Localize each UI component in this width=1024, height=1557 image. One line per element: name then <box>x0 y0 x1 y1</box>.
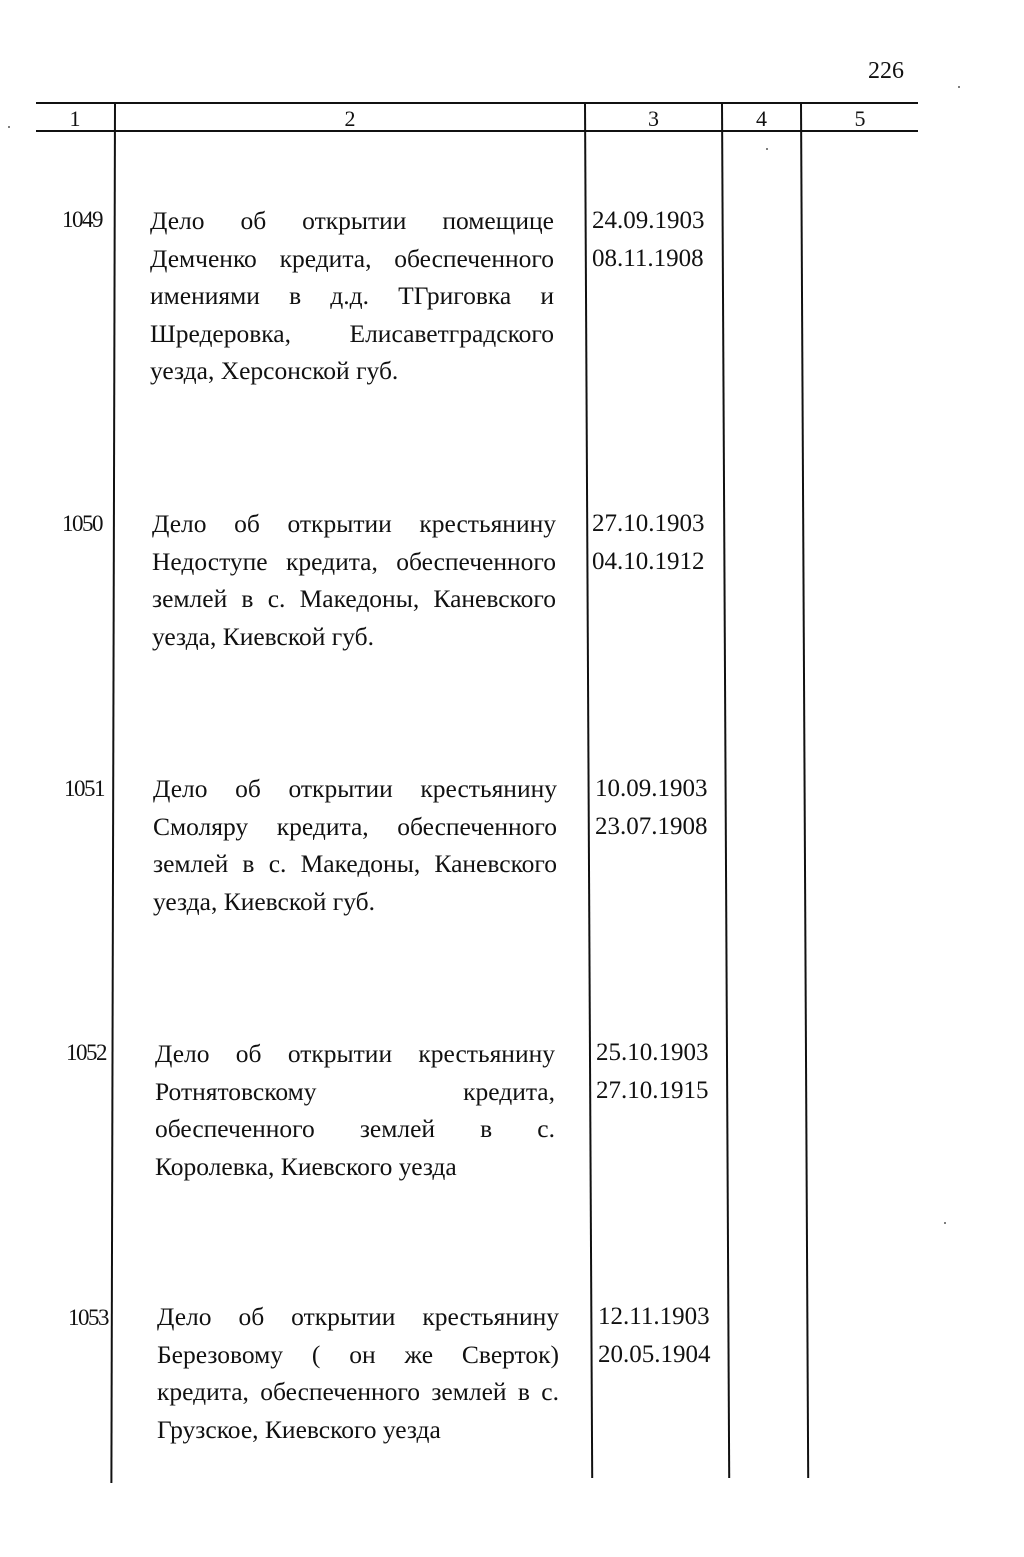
entry-number: 1049 <box>62 207 102 232</box>
page-number: 226 <box>868 58 904 84</box>
entry-description: Дело об открытии помещице Демченко кредита, обеспеченного имениями в д.д. ТГриговка и Шредеровка, Елисаветградского уезда, Херсонской губ. <box>150 206 554 385</box>
table-top-rule <box>36 102 918 104</box>
scan-speck <box>766 148 768 150</box>
column-divider-1 <box>110 103 116 1483</box>
date-end: 23.07.1908 <box>595 813 708 840</box>
date-start: 27.10.1903 <box>592 510 705 537</box>
date-start: 10.09.1903 <box>595 775 708 802</box>
column-divider-2 <box>584 103 593 1478</box>
entry-number: 1053 <box>68 1305 108 1330</box>
entry-dates <box>592 202 705 278</box>
entry-description: Дело об открытии крестьянину Смоляру кредита, обеспеченного землей в с. Македоны, Каневского уезда, Киевской губ. <box>153 774 557 916</box>
column-header-5: 5 <box>854 106 866 131</box>
entry-dates <box>595 770 708 846</box>
date-end: 27.10.1915 <box>596 1077 709 1104</box>
column-divider-4 <box>800 103 809 1478</box>
date-end: 04.10.1912 <box>592 548 705 575</box>
entry-number: 1050 <box>62 511 102 536</box>
date-start: 25.10.1903 <box>596 1039 709 1066</box>
column-header-1: 1 <box>69 106 81 131</box>
entry-description: Дело об открытии крестьянину Ротнятовскому кредита, обеспеченного землей в с. Королевка, Киевского уезда <box>155 1039 555 1181</box>
scan-speck <box>8 126 10 128</box>
entry-description: Дело об открытии крестьянину Недоступе кредита, обеспеченного землей в с. Македоны, Каневского уезда, Киевской губ. <box>152 509 556 651</box>
scan-speck <box>958 86 960 88</box>
column-divider-3 <box>721 103 730 1478</box>
scan-speck <box>944 1222 946 1224</box>
date-end: 20.05.1904 <box>598 1341 711 1368</box>
date-start: 24.09.1903 <box>592 207 705 234</box>
entry-number: 1052 <box>66 1040 106 1065</box>
entry-dates <box>596 1034 709 1110</box>
entry-description: Дело об открытии крестьянину Березовому ( он же Сверток) кредита, обеспеченного землей в с. Грузское, Киевского уезда <box>157 1302 559 1444</box>
entry-dates <box>598 1298 711 1374</box>
column-header-3: 3 <box>648 106 659 131</box>
column-header-2: 2 <box>344 106 356 131</box>
date-end: 08.11.1908 <box>592 245 704 272</box>
column-header-4: 4 <box>756 106 767 131</box>
date-start: 12.11.1903 <box>598 1303 710 1330</box>
entry-number: 1051 <box>64 776 104 801</box>
entry-dates <box>592 505 705 581</box>
